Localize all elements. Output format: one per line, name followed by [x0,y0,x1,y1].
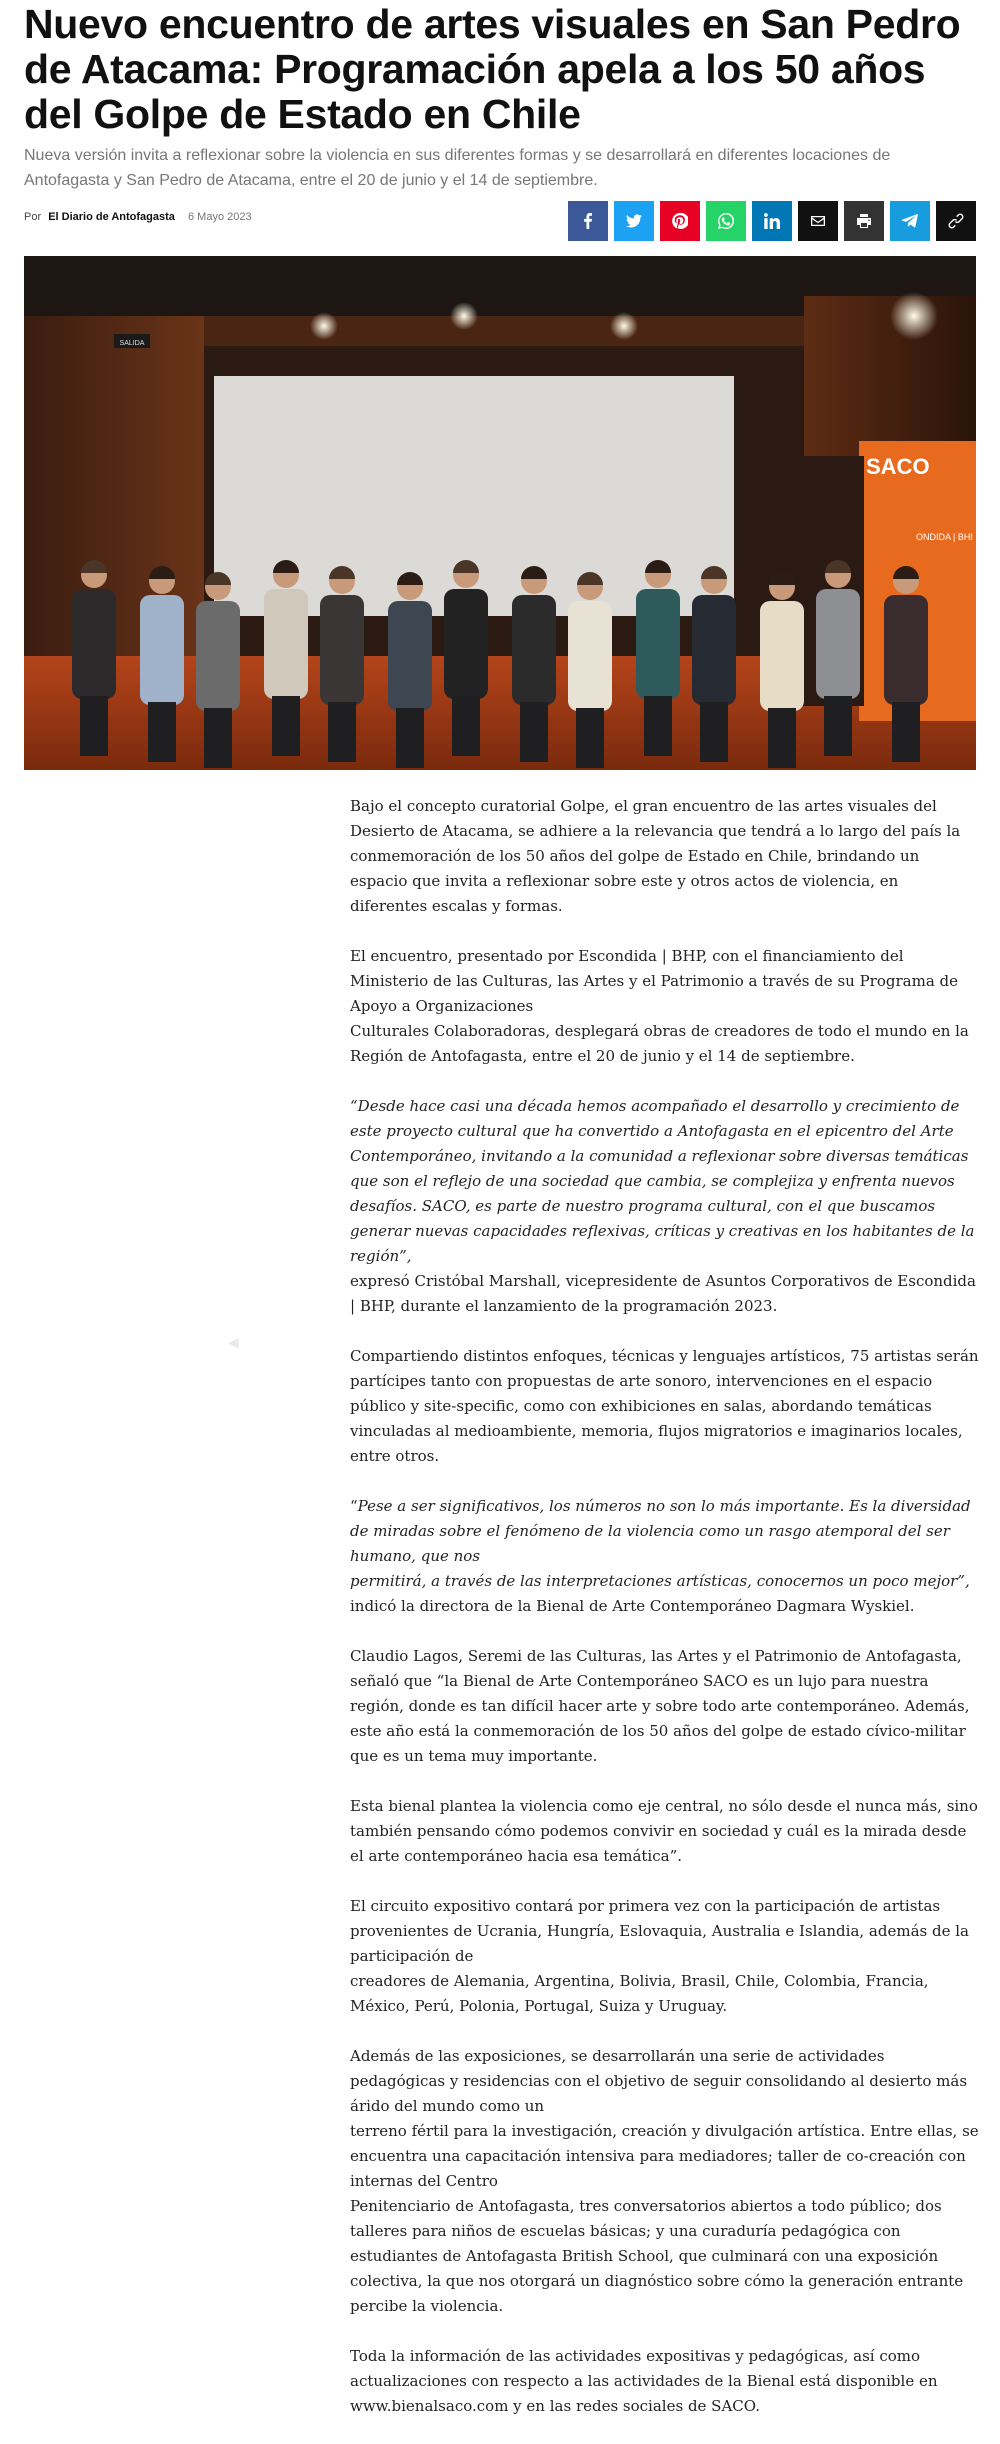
quote-text: permitirá, a través de las interpretaciones artísticas, conocernos un poco mejor”, [350,1572,970,1590]
person-legs [824,696,852,756]
article-body [350,794,980,2444]
back-wall-top [204,316,804,346]
paragraph [350,2044,980,2319]
person-body [140,595,184,705]
person-legs [768,708,796,768]
person-body [512,595,556,705]
paragraph-line: Además de las exposiciones, se desarrollarán una serie de actividades pedagógicas y residencias con el objetivo de seguir consolidando al desierto más árido del mundo como un [350,2047,968,2115]
paragraph: Esta bienal plantea la violencia como eje central, no sólo desde el nunca más, sino también pensando cómo podemos convivir en sociedad y cuál es la mirada desde el arte contemporáneo hacia esa temática”. [350,1797,978,1865]
person-body [760,601,804,711]
quote-text: Pese a ser significativos, los números no son lo más importante. Es la diversidad de miradas sobre el fenómeno de la violencia como un rasgo atemporal del ser humano, que nos [350,1497,971,1565]
by-prefix: Por [24,211,42,223]
ceiling-light [450,302,478,330]
banner-text: ONDIDA | BHI [916,532,973,542]
article-subtitle: Nueva versión invita a reflexionar sobre la violencia en sus diferentes formas y se desarrollará en diferentes locaciones de Antofagasta y San Pedro de Atacama, entre el 20 de junio y el 14 de septiembre. [24,147,891,189]
twitter-icon [626,213,642,229]
paragraph: Compartiendo distintos enfoques, técnicas y lenguajes artísticos, 75 artistas serán partícipes tanto con propuestas de arte sonoro, intervenciones en el espacio público y site-specific, como con exhibiciones en salas, abordando temáticas vinculadas al medioambiente, memoria, flujos migratorios e imaginarios locales, entre otros. [350,1347,979,1465]
person-legs [892,702,920,762]
article-title: Nuevo encuentro de artes visuales en San Pedro de Atacama: Programación apela a los 50 años del Golpe de Estado en Chile [24,1,961,137]
paragraph-line: Culturales Colaboradoras, desplegará obras de creadores de todo el mundo en la Región de Antofagasta, entre el 20 de junio y el 14 de septiembre. [350,1022,969,1065]
quote-paragraph [350,1494,980,1619]
person-legs [700,702,728,762]
paragraph-line: Penitenciario de Antofagasta, tres conversatorios abiertos a todo público; dos talleres para niños de escuelas básicas; y una curaduría pedagógica con estudiantes de Antofagasta British School, que culminará con una exposición colectiva, la que nos otorgará un diagnóstico sobre cómo la generación entrante percibe la violencia. [350,2197,964,2315]
person-body [444,589,488,699]
banner-logo: SACO [866,454,930,479]
person-legs [80,696,108,756]
person-legs [396,708,424,768]
person-body [692,595,736,705]
scroll-hint-icon: ◀ [228,1334,239,1350]
stage-spotlight [890,292,938,340]
person-body [816,589,860,699]
person-body [320,595,364,705]
quote-attribution: indicó la directora de la Bienal de Arte Contemporáneo Dagmara Wyskiel. [350,1597,915,1615]
ceiling-light [610,312,638,340]
pinterest-share-button[interactable] [660,201,700,241]
link-icon [948,213,964,229]
quote-open-mark: “ [350,1497,358,1515]
whatsapp-share-button[interactable] [706,201,746,241]
hero-photo [24,256,976,770]
paragraph [350,1894,980,2019]
person-body [72,589,116,699]
person-legs [576,708,604,768]
person-legs [328,702,356,762]
person-legs [452,696,480,756]
person-legs [148,702,176,762]
person-body [884,595,928,705]
paragraph-line: El circuito expositivo contará por primera vez con la participación de artistas provenientes de Ucrania, Hungría, Eslovaquia, Australia e Islandia, además de la participación de [350,1897,969,1965]
paragraph: Toda la información de las actividades expositivas y pedagógicas, así como actualizaciones con respecto a las actividades de la Bienal está disponible en www.bienalsaco.com y en las redes sociales de SACO. [350,2347,938,2415]
printer-icon [856,213,872,229]
person-body [264,589,308,699]
paragraph-line: El encuentro, presentado por Escondida | BHP, con el financiamiento del Ministerio de las Culturas, las Artes y el Patrimonio a través de su Programa de Apoyo a Organizaciones [350,947,959,1015]
exit-sign-text: SALIDA [119,340,145,347]
twitter-share-button[interactable] [614,201,654,241]
quote-text: “Desde hace casi una década hemos acompañado el desarrollo y crecimiento de este proyecto cultural que ha convertido a Antofagasta en el epicentro del Arte Contemporáneo, invitando a la comunidad a reflexionar sobre diversas temáticas que son el reflejo de una sociedad que cambia, se complejiza y enfrenta nuevos desafíos. SACO, es parte de nuestro programa cultural, con el que buscamos generar nuevas capacidades reflexivas, críticas y creativas en los habitantes de la región”, [350,1097,975,1265]
person-legs [644,696,672,756]
paragraph [350,944,980,1069]
person-body [196,601,240,711]
linkedin-icon [764,213,780,229]
linkedin-share-button[interactable] [752,201,792,241]
paragraph: Bajo el concepto curatorial Golpe, el gran encuentro de las artes visuales del Desierto de Atacama, se adhiere a la relevancia que tendrá a lo largo del país la conmemoración de los 50 años del golpe de Estado en Chile, brindando un espacio que invita a reflexionar sobre este y otros actos de violencia, en diferentes escalas y formas. [350,797,961,915]
pinterest-icon [672,213,688,229]
byline [24,211,252,223]
meta-row [24,201,976,241]
paragraph-line: terreno fértil para la investigación, creación y divulgación artística. Entre ellas, se encuentra una capacitación intensiva para mediadores; taller de co-creación con internas del Centro [350,2122,979,2190]
telegram-icon [902,213,918,229]
envelope-icon [810,213,826,229]
publish-date: 6 Mayo 2023 [187,211,252,223]
person-body [636,589,680,699]
group-photo-illustration [24,256,976,770]
paragraph-line: creadores de Alemania, Argentina, Bolivia, Brasil, Chile, Colombia, Francia, México, Perú, Polonia, Portugal, Suiza y Uruguay. [350,1972,929,2015]
person-legs [272,696,300,756]
author-link[interactable]: El Diario de Antofagasta [48,211,175,223]
ceiling-light [310,312,338,340]
person-legs [204,708,232,768]
person-body [568,601,612,711]
facebook-share-button[interactable] [568,201,608,241]
share-bar [568,201,976,241]
quote-paragraph [350,1094,980,1319]
facebook-icon [580,213,596,229]
quote-attribution: expresó Cristóbal Marshall, vicepresidente de Asuntos Corporativos de Escondida | BHP, durante el lanzamiento de la programación 2023. [350,1272,976,1315]
print-button[interactable] [844,201,884,241]
whatsapp-icon [718,213,734,229]
person-body [388,601,432,711]
person-legs [520,702,548,762]
copy-link-button[interactable] [936,201,976,241]
email-share-button[interactable] [798,201,838,241]
paragraph: Claudio Lagos, Seremi de las Culturas, las Artes y el Patrimonio de Antofagasta, señaló que “la Bienal de Arte Contemporáneo SACO es un lujo para nuestra región, donde es tan difícil hacer arte y sobre todo arte contemporáneo. Además, este año está la conmemoración de los 50 años del golpe de estado cívico-militar que es un tema muy importante. [350,1647,970,1765]
telegram-share-button[interactable] [890,201,930,241]
